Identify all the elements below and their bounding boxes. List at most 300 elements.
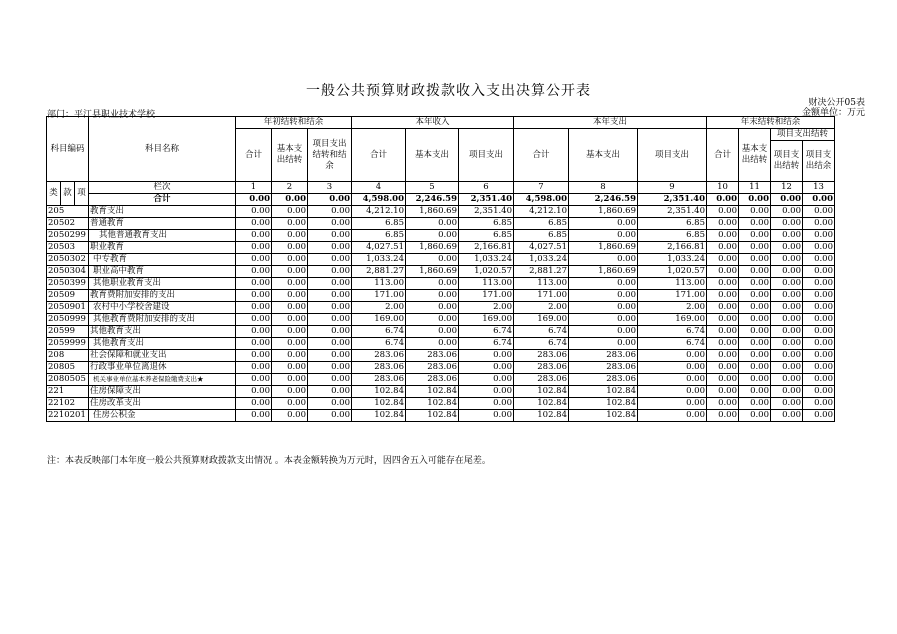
amount-cell: 0.00: [406, 314, 459, 326]
amount-cell: 0.00: [569, 338, 638, 350]
column-number: 10: [707, 182, 739, 194]
table-row: [47, 326, 835, 338]
amount-cell: 0.00: [803, 206, 835, 218]
subject-name: 住房公积金: [89, 410, 236, 422]
amount-cell: 0.00: [771, 338, 803, 350]
amount-cell: 171.00: [459, 290, 514, 302]
amount-cell: 0.00: [272, 206, 308, 218]
amount-cell: 283.06: [569, 374, 638, 386]
amount-cell: 0.00: [739, 254, 771, 266]
amount-cell: 0.00: [236, 206, 272, 218]
amount-cell: 0.00: [739, 374, 771, 386]
subject-code: 2050399: [47, 278, 89, 290]
amount-cell: 6.85: [638, 218, 707, 230]
amount-cell: 0.00: [308, 338, 352, 350]
amount-cell: 2,166.81: [638, 242, 707, 254]
subject-code: 2050901: [47, 302, 89, 314]
amount-cell: 1,033.24: [459, 254, 514, 266]
header-lanci: 栏次: [89, 182, 236, 194]
amount-cell: 0.00: [569, 278, 638, 290]
subject-name: 教育费附加安排的支出: [89, 290, 236, 302]
amount-cell: 0.00: [459, 374, 514, 386]
amount-cell: 0.00: [739, 386, 771, 398]
column-number: 8: [569, 182, 638, 194]
amount-cell: 283.06: [569, 350, 638, 362]
header-income: 本年收入: [352, 117, 514, 129]
amount-cell: 0.00: [707, 254, 739, 266]
amount-cell: 4,212.10: [352, 206, 406, 218]
total-value: 2,246.59: [569, 194, 638, 206]
subject-name: 行政事业单位离退休: [89, 362, 236, 374]
subject-name: 普通教育: [89, 218, 236, 230]
amount-cell: 0.00: [739, 302, 771, 314]
total-value: 0.00: [308, 194, 352, 206]
table-row: [47, 314, 835, 326]
amount-cell: 0.00: [459, 386, 514, 398]
amount-cell: 0.00: [739, 326, 771, 338]
amount-cell: 0.00: [739, 206, 771, 218]
amount-cell: 0.00: [272, 314, 308, 326]
amount-cell: 102.84: [569, 410, 638, 422]
subject-code: 2059999: [47, 338, 89, 350]
amount-cell: 0.00: [308, 278, 352, 290]
table-row: [47, 290, 835, 302]
column-number: 2: [272, 182, 308, 194]
column-number: 9: [638, 182, 707, 194]
table-row: [47, 266, 835, 278]
amount-cell: 1,033.24: [514, 254, 569, 266]
amount-cell: 0.00: [739, 362, 771, 374]
amount-cell: 169.00: [514, 314, 569, 326]
amount-cell: 0.00: [406, 230, 459, 242]
amount-cell: 0.00: [272, 242, 308, 254]
amount-cell: 0.00: [739, 350, 771, 362]
amount-cell: 0.00: [272, 266, 308, 278]
amount-cell: 0.00: [236, 278, 272, 290]
amount-cell: 0.00: [308, 206, 352, 218]
subject-code: 2050299: [47, 230, 89, 242]
amount-cell: 0.00: [236, 362, 272, 374]
total-value: 2,351.40: [638, 194, 707, 206]
amount-cell: 0.00: [707, 410, 739, 422]
amount-cell: 0.00: [707, 278, 739, 290]
amount-cell: 1,860.69: [406, 242, 459, 254]
amount-cell: 0.00: [236, 230, 272, 242]
amount-cell: 0.00: [707, 206, 739, 218]
amount-cell: 0.00: [308, 266, 352, 278]
subject-name: 其他教育支出: [89, 326, 236, 338]
amount-cell: 0.00: [406, 302, 459, 314]
table-row: [47, 278, 835, 290]
amount-cell: 0.00: [308, 230, 352, 242]
amount-cell: 0.00: [569, 302, 638, 314]
amount-cell: 0.00: [803, 242, 835, 254]
total-value: 0.00: [236, 194, 272, 206]
header-end-total: 合计: [707, 129, 739, 182]
amount-cell: 169.00: [352, 314, 406, 326]
amount-cell: 6.85: [459, 218, 514, 230]
amount-cell: 0.00: [707, 302, 739, 314]
amount-cell: 0.00: [739, 398, 771, 410]
subject-code: 2050304: [47, 266, 89, 278]
amount-cell: 0.00: [739, 338, 771, 350]
amount-cell: 102.84: [514, 398, 569, 410]
amount-cell: 6.85: [514, 230, 569, 242]
amount-cell: 6.74: [638, 326, 707, 338]
amount-cell: 0.00: [236, 326, 272, 338]
amount-cell: 0.00: [707, 374, 739, 386]
total-value: 0.00: [803, 194, 835, 206]
table-row: [47, 374, 835, 386]
amount-cell: 0.00: [771, 410, 803, 422]
amount-cell: 0.00: [803, 218, 835, 230]
amount-cell: 0.00: [771, 314, 803, 326]
amount-cell: 283.06: [352, 362, 406, 374]
amount-cell: 0.00: [771, 386, 803, 398]
header-end-basic: 基本支出结转: [739, 129, 771, 182]
amount-cell: 102.84: [569, 398, 638, 410]
amount-cell: 0.00: [236, 398, 272, 410]
amount-cell: 0.00: [406, 338, 459, 350]
amount-cell: 102.84: [406, 386, 459, 398]
amount-cell: 0.00: [707, 386, 739, 398]
amount-cell: 102.84: [514, 386, 569, 398]
subject-name: 其他普通教育支出: [89, 230, 236, 242]
amount-cell: 1,033.24: [638, 254, 707, 266]
amount-cell: 0.00: [459, 410, 514, 422]
total-value: 0.00: [739, 194, 771, 206]
amount-cell: 0.00: [406, 326, 459, 338]
header-begin-balance: 年初结转和结余: [236, 117, 352, 129]
column-number: 11: [739, 182, 771, 194]
amount-cell: 0.00: [707, 266, 739, 278]
amount-cell: 0.00: [771, 350, 803, 362]
subject-code: 205: [47, 206, 89, 218]
amount-cell: 0.00: [272, 374, 308, 386]
total-value: 0.00: [707, 194, 739, 206]
total-value: 0.00: [771, 194, 803, 206]
subject-code: 2210201: [47, 410, 89, 422]
header-expense-basic: 基本支出: [569, 129, 638, 182]
amount-cell: 0.00: [707, 338, 739, 350]
subject-name: 其他职业教育支出: [89, 278, 236, 290]
amount-cell: 0.00: [803, 374, 835, 386]
column-number: 6: [459, 182, 514, 194]
column-number: 5: [406, 182, 459, 194]
subject-name: 职业教育: [89, 242, 236, 254]
header-expense-total: 合计: [514, 129, 569, 182]
amount-cell: 0.00: [236, 386, 272, 398]
subject-code: 2050302: [47, 254, 89, 266]
table-row: [47, 362, 835, 374]
amount-cell: 0.00: [739, 410, 771, 422]
table-row: [47, 206, 835, 218]
amount-cell: 0.00: [459, 350, 514, 362]
amount-cell: 2,881.27: [514, 266, 569, 278]
amount-cell: 0.00: [236, 254, 272, 266]
amount-cell: 283.06: [352, 374, 406, 386]
amount-cell: 0.00: [803, 230, 835, 242]
amount-cell: 0.00: [803, 386, 835, 398]
amount-cell: 0.00: [272, 350, 308, 362]
amount-cell: 0.00: [707, 314, 739, 326]
total-value: 0.00: [272, 194, 308, 206]
amount-cell: 0.00: [236, 302, 272, 314]
amount-cell: 0.00: [308, 362, 352, 374]
amount-cell: 0.00: [771, 398, 803, 410]
subject-code: 208: [47, 350, 89, 362]
amount-cell: 0.00: [236, 290, 272, 302]
amount-cell: 0.00: [308, 254, 352, 266]
header-subject-code: 科目编码: [47, 117, 89, 182]
header-end-project-carry: 项目支出结转: [771, 141, 803, 182]
header-income-project: 项目支出: [459, 129, 514, 182]
amount-cell: 283.06: [352, 350, 406, 362]
amount-cell: 2,351.40: [459, 206, 514, 218]
amount-cell: 6.85: [352, 230, 406, 242]
amount-cell: 1,020.57: [459, 266, 514, 278]
amount-cell: 0.00: [308, 410, 352, 422]
amount-cell: 2.00: [352, 302, 406, 314]
amount-cell: 0.00: [308, 290, 352, 302]
subject-name: 教育支出: [89, 206, 236, 218]
amount-cell: 0.00: [236, 314, 272, 326]
amount-cell: 102.84: [406, 410, 459, 422]
amount-cell: 169.00: [638, 314, 707, 326]
amount-cell: 0.00: [459, 398, 514, 410]
amount-unit: 金额单位：万元: [801, 108, 865, 118]
amount-cell: 102.84: [514, 410, 569, 422]
total-value: 4,598.00: [514, 194, 569, 206]
amount-cell: 0.00: [803, 350, 835, 362]
amount-cell: 0.00: [803, 398, 835, 410]
header-subject-name: 科目名称: [89, 117, 236, 182]
header-begin-basic: 基本支出结转: [272, 129, 308, 182]
amount-cell: 0.00: [739, 290, 771, 302]
table-body: [47, 117, 835, 422]
total-label: 合计: [89, 194, 236, 206]
amount-cell: 0.00: [771, 374, 803, 386]
amount-cell: 2,351.40: [638, 206, 707, 218]
amount-cell: 0.00: [803, 266, 835, 278]
amount-cell: 0.00: [771, 302, 803, 314]
subject-name: 机关事业单位基本养老保险缴费支出★: [89, 374, 236, 386]
header-begin-project: 项目支出结转和结余: [308, 129, 352, 182]
amount-cell: 0.00: [638, 362, 707, 374]
amount-cell: 0.00: [638, 374, 707, 386]
amount-cell: 1,020.57: [638, 266, 707, 278]
amount-cell: 0.00: [308, 350, 352, 362]
amount-cell: 102.84: [352, 398, 406, 410]
header-lei: 类: [47, 182, 61, 206]
amount-cell: 0.00: [569, 254, 638, 266]
amount-cell: 102.84: [352, 386, 406, 398]
subject-name: 住房改革支出: [89, 398, 236, 410]
amount-cell: 0.00: [803, 302, 835, 314]
table-row: [47, 254, 835, 266]
amount-cell: 0.00: [638, 350, 707, 362]
amount-cell: 0.00: [308, 326, 352, 338]
amount-cell: 6.74: [514, 338, 569, 350]
amount-cell: 171.00: [638, 290, 707, 302]
amount-cell: 0.00: [236, 410, 272, 422]
amount-cell: 0.00: [236, 350, 272, 362]
header-end-balance: 年末结转和结余: [707, 117, 835, 129]
subject-name: 社会保障和就业支出: [89, 350, 236, 362]
amount-cell: 0.00: [406, 290, 459, 302]
header-expense: 本年支出: [514, 117, 707, 129]
amount-cell: 0.00: [803, 338, 835, 350]
table-row: [47, 350, 835, 362]
table-row: [47, 302, 835, 314]
amount-cell: 0.00: [707, 326, 739, 338]
subject-name: 农村中小学校舍建设: [89, 302, 236, 314]
footnote: 注：本表反映部门本年度一般公共预算财政拨款支出情况 。本表金额转换为万元时，因四舍五入可能存在尾差。: [47, 456, 491, 466]
amount-cell: 0.00: [272, 386, 308, 398]
subject-code: 2080505: [47, 374, 89, 386]
subject-name: 中专教育: [89, 254, 236, 266]
amount-cell: 1,860.69: [406, 266, 459, 278]
amount-cell: 1,033.24: [352, 254, 406, 266]
column-number: 7: [514, 182, 569, 194]
subject-code: 20805: [47, 362, 89, 374]
amount-cell: 0.00: [707, 362, 739, 374]
amount-cell: 0.00: [272, 278, 308, 290]
amount-cell: 0.00: [308, 398, 352, 410]
amount-cell: 0.00: [803, 410, 835, 422]
amount-cell: 102.84: [569, 386, 638, 398]
amount-cell: 113.00: [352, 278, 406, 290]
amount-cell: 6.74: [459, 326, 514, 338]
subject-code: 2050999: [47, 314, 89, 326]
amount-cell: 0.00: [707, 230, 739, 242]
amount-cell: 0.00: [803, 254, 835, 266]
amount-cell: 6.74: [459, 338, 514, 350]
amount-cell: 6.85: [459, 230, 514, 242]
amount-cell: 0.00: [236, 338, 272, 350]
table-row: [47, 338, 835, 350]
amount-cell: 0.00: [308, 218, 352, 230]
amount-cell: 0.00: [406, 218, 459, 230]
amount-cell: 0.00: [272, 254, 308, 266]
subject-code: 22102: [47, 398, 89, 410]
subject-name: 住房保障支出: [89, 386, 236, 398]
subject-code: 20599: [47, 326, 89, 338]
amount-cell: 102.84: [352, 410, 406, 422]
amount-cell: 0.00: [272, 218, 308, 230]
amount-cell: 113.00: [459, 278, 514, 290]
report-code: 财决公开05表: [808, 98, 865, 108]
amount-cell: 6.74: [352, 326, 406, 338]
amount-cell: 0.00: [707, 398, 739, 410]
amount-cell: 0.00: [803, 290, 835, 302]
subject-name: 职业高中教育: [89, 266, 236, 278]
subject-code: 20503: [47, 242, 89, 254]
subject-code: 20509: [47, 290, 89, 302]
amount-cell: 283.06: [514, 362, 569, 374]
amount-cell: 1,860.69: [406, 206, 459, 218]
amount-cell: 0.00: [459, 362, 514, 374]
amount-cell: 0.00: [771, 206, 803, 218]
amount-cell: 0.00: [638, 386, 707, 398]
amount-cell: 113.00: [638, 278, 707, 290]
amount-cell: 0.00: [707, 218, 739, 230]
amount-cell: 4,027.51: [514, 242, 569, 254]
total-value: 4,598.00: [352, 194, 406, 206]
amount-cell: 0.00: [739, 314, 771, 326]
amount-cell: 4,212.10: [514, 206, 569, 218]
amount-cell: 0.00: [272, 302, 308, 314]
amount-cell: 0.00: [272, 326, 308, 338]
amount-cell: 102.84: [406, 398, 459, 410]
amount-cell: 0.00: [739, 266, 771, 278]
amount-cell: 283.06: [406, 362, 459, 374]
header-income-total: 合计: [352, 129, 406, 182]
amount-cell: 0.00: [638, 410, 707, 422]
amount-cell: 0.00: [308, 242, 352, 254]
header-expense-project: 项目支出: [638, 129, 707, 182]
amount-cell: 0.00: [272, 398, 308, 410]
table-row: [47, 386, 835, 398]
amount-cell: 0.00: [771, 266, 803, 278]
column-number: 12: [771, 182, 803, 194]
amount-cell: 0.00: [803, 326, 835, 338]
amount-cell: 283.06: [514, 350, 569, 362]
table-row: [47, 398, 835, 410]
amount-cell: 171.00: [352, 290, 406, 302]
amount-cell: 0.00: [569, 218, 638, 230]
amount-cell: 0.00: [739, 242, 771, 254]
column-number: 1: [236, 182, 272, 194]
table-row: [47, 218, 835, 230]
amount-cell: 0.00: [771, 218, 803, 230]
header-kuan: 款: [61, 182, 75, 206]
header-end-project-surplus: 项目支出结余: [803, 141, 835, 182]
amount-cell: 6.85: [638, 230, 707, 242]
amount-cell: 6.85: [352, 218, 406, 230]
table-row: [47, 230, 835, 242]
amount-cell: 0.00: [771, 362, 803, 374]
amount-cell: 2.00: [459, 302, 514, 314]
column-number: 13: [803, 182, 835, 194]
amount-cell: 0.00: [272, 290, 308, 302]
amount-cell: 0.00: [406, 254, 459, 266]
amount-cell: 0.00: [272, 230, 308, 242]
amount-cell: 0.00: [406, 278, 459, 290]
amount-cell: 0.00: [236, 266, 272, 278]
amount-cell: 0.00: [236, 242, 272, 254]
column-number: 4: [352, 182, 406, 194]
amount-cell: 2,166.81: [459, 242, 514, 254]
amount-cell: 6.74: [514, 326, 569, 338]
amount-cell: 0.00: [569, 326, 638, 338]
amount-cell: 0.00: [739, 230, 771, 242]
amount-cell: 6.85: [514, 218, 569, 230]
amount-cell: 0.00: [272, 410, 308, 422]
amount-cell: 0.00: [771, 230, 803, 242]
amount-cell: 6.74: [352, 338, 406, 350]
amount-cell: 4,027.51: [352, 242, 406, 254]
amount-cell: 283.06: [406, 374, 459, 386]
table-row: [47, 410, 835, 422]
amount-cell: 2.00: [514, 302, 569, 314]
amount-cell: 0.00: [707, 290, 739, 302]
amount-cell: 6.74: [638, 338, 707, 350]
header-begin-total: 合计: [236, 129, 272, 182]
amount-cell: 171.00: [514, 290, 569, 302]
amount-cell: 0.00: [308, 374, 352, 386]
department-label: 部门：平江县职业技术学校: [47, 110, 156, 120]
